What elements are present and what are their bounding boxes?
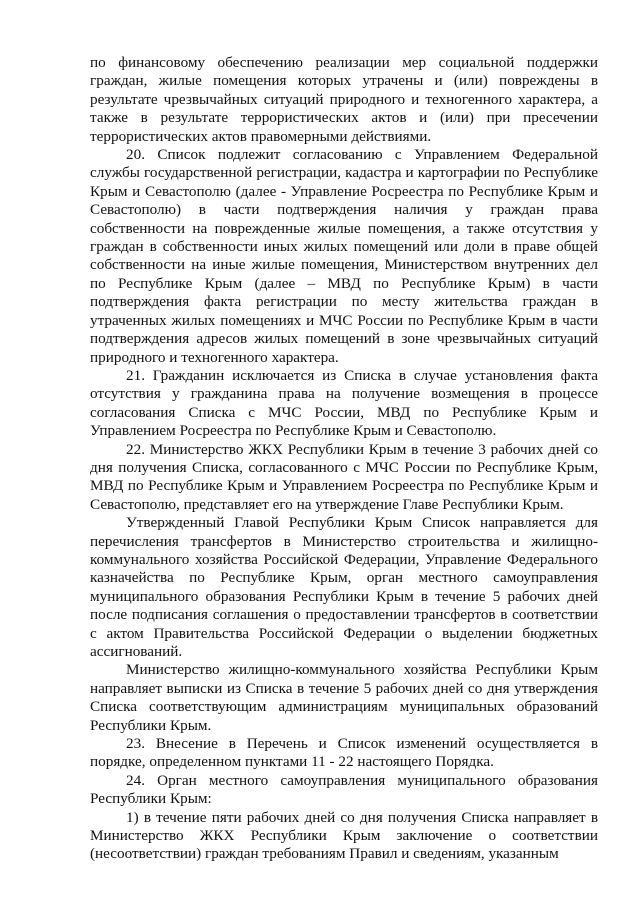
paragraph-item-24-sub-1: 1) в течение пяти рабочих дней со дня получения Списка направляет в Министерство ЖКХ Республики Крым заключение о соответствии (несоответствии) граждан требованиям Правил и сведениям, указанным xyxy=(90,808,598,863)
paragraph-item-23: 23. Внесение в Перечень и Список изменений осуществляется в порядке, определенном пунктами 11 - 22 настоящего Порядка. xyxy=(90,735,598,771)
paragraph-item-22: 22. Министерство ЖКХ Республики Крым в течение 3 рабочих дней со дня получения Списка, согласованного с МЧС России по Республике Крым, МВД по Республике Крым и Управлением Росреестра по Республике Крым и Севастополю, представляет его на утверждение Главе Республики Крым. xyxy=(90,440,598,513)
paragraph-item-21: 21. Гражданин исключается из Списка в случае установления факта отсутствия у гражданина права на получение возмещения в процессе согласования Списка с МЧС России, МВД по Республике Крым и Управлением Росреестра по Республике Крым и Севастополю. xyxy=(90,366,598,440)
paragraph-item-20: 20. Список подлежит согласованию с Управлением Федеральной службы государственной регистрации, кадастра и картографии по Республике Крым и Севастополю (далее - Управление Росреестра по Республике Крым и Севастополю) в части подтверждения наличия у граждан права собственности на поврежденные жилые помещения, а также отсутствия у граждан в собственности иных жилых помещений или доли в праве общей собственности на иные жилые помещения, Министерством внутренних дел по Республике Крым (далее – МВД по Республике Крым) в части подтверждения факта регистрации по месту жительства граждан в утраченных жилых помещениях и МЧС России по Республике Крым в части подтверждения адресов жилых помещений в зоне чрезвычайных ситуаций природного и техногенного характера. xyxy=(90,146,598,366)
paragraph-funding-continuation: по финансовому обеспечению реализации мер социальной поддержки граждан, жилые помещения которых утрачены и (или) повреждены в результате чрезвычайных ситуаций природного и техногенного характера, а также в результате террористических актов и (или) при пресечении террористических актов правомерными действиями. xyxy=(90,54,598,145)
paragraph-approved-list: Утвержденный Главой Республики Крым Список направляется для перечисления трансфертов в Министерство строительства и жилищно-коммунального хозяйства Российской Федерации, Управление Федерального казначейства по Республике Крым, орган местного самоуправления муниципального образования Республики Крым в течение 5 рабочих дней после подписания соглашения о предоставлении трансфертов в соответствии с актом Правительства Российской Федерации о выделении бюджетных ассигнований. xyxy=(90,514,598,660)
paragraph-ministry-extracts: Министерство жилищно-коммунального хозяйства Республики Крым направляет выписки из Списка в течение 5 рабочих дней со дня утверждения Списка соответствующим администрациям муниципальных образований Республики Крым. xyxy=(90,661,598,734)
paragraph-item-24: 24. Орган местного самоуправления муниципального образования Республики Крым: xyxy=(90,771,598,808)
document-page xyxy=(90,54,598,864)
